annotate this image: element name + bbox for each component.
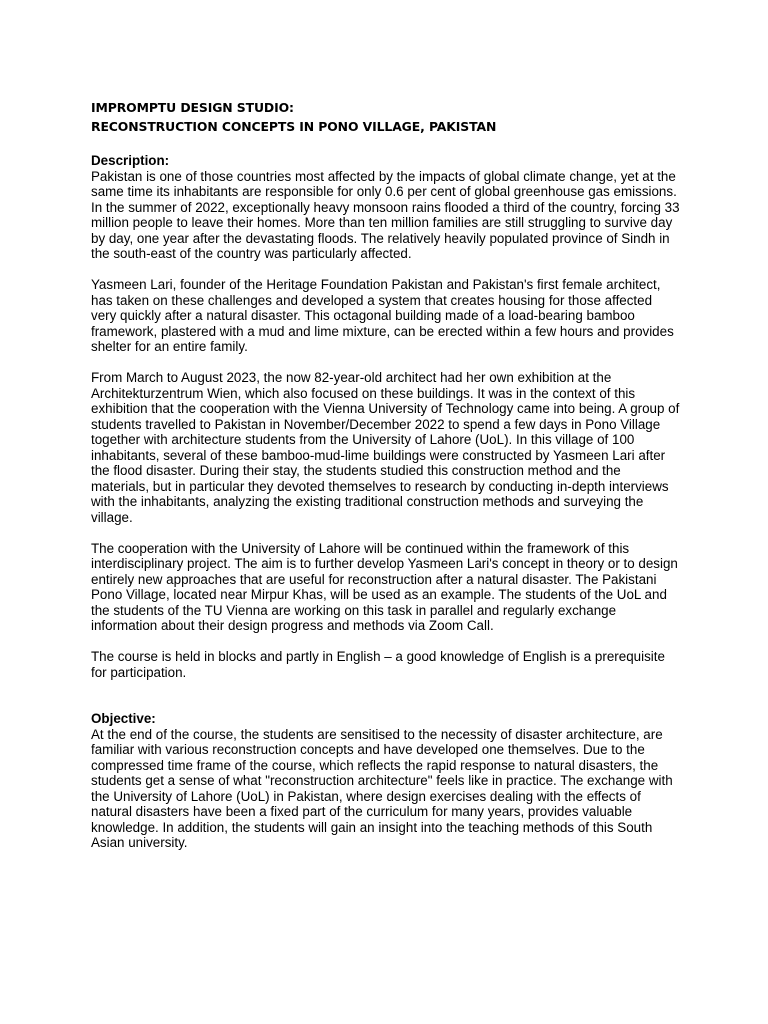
spacer	[91, 634, 681, 650]
document-page	[91, 98, 681, 851]
document-title-line-2: RECONSTRUCTION CONCEPTS IN PONO VILLAGE, PAKISTAN	[91, 119, 497, 134]
description-paragraph-3: From March to August 2023, the now 82-year-old architect had her own exhibition at the Architekturzentrum Wien, which also focused on these buildings. It was in the context of this exhibition that the cooperation with the Vienna University of Technology came into being. A group of students travelled to Pakistan in November/December 2022 to spend a few days in Pono Village together with architecture students from the University of Lahore (UoL). In this village of 100 inhabitants, several of these bamboo-mud-lime buildings were constructed by Yasmeen Lari after the flood disaster. During their stay, the students studied this construction method and the materials, but in particular they devoted themselves to research by conducting in-depth interviews with the inhabitants, analyzing the existing traditional construction methods and surveying the village.	[91, 370, 680, 525]
spacer	[91, 262, 681, 278]
description-paragraph-2: Yasmeen Lari, founder of the Heritage Foundation Pakistan and Pakistan's first female architect, has taken on these challenges and developed a system that creates housing for those affected very quickly after a natural disaster. This octagonal building made of a load-bearing bamboo framework, plastered with a mud and lime mixture, can be erected within a few hours and provides shelter for an entire family.	[91, 277, 674, 354]
objective-heading: Objective:	[91, 711, 156, 726]
document-title-line-1: IMPROMPTU DESIGN STUDIO:	[91, 100, 294, 115]
objective-paragraph: At the end of the course, the students are sensitised to the necessity of disaster architecture, are familiar with various reconstruction concepts and have developed one themselves. Due to the compressed time frame of the course, which reflects the rapid response to natural disasters, the students get a sense of what "reconstruction architecture" feels like in practice. The exchange with the University of Lahore (UoL) in Pakistan, where design exercises dealing with the effects of natural disasters have been a fixed part of the curriculum for many years, provides valuable knowledge. In addition, the students will gain an insight into the teaching methods of this South Asian university.	[91, 726, 673, 850]
spacer	[91, 136, 681, 153]
spacer	[91, 525, 681, 541]
description-paragraph-5: The course is held in blocks and partly in English – a good knowledge of English is a prerequisite for participation.	[91, 649, 665, 680]
description-paragraph-4: The cooperation with the University of Lahore will be continued within the framework of this interdisciplinary project. The aim is to further develop Yasmeen Lari's concept in theory or to design entirely new approaches that are useful for reconstruction after a natural disaster. The Pakistani Pono Village, located near Mirpur Khas, will be used as an example. The students of the UoL and the students of the TU Vienna are working on this task in parallel and regularly exchange information about their design progress and methods via Zoom Call.	[91, 540, 678, 633]
description-heading: Description:	[91, 153, 170, 168]
description-paragraph-1: Pakistan is one of those countries most affected by the impacts of global climate change, yet at the same time its inhabitants are responsible for only 0.6 per cent of global greenhouse gas emissions. In the summer of 2022, exceptionally heavy monsoon rains flooded a third of the country, forcing 33 million people to leave their homes. More than ten million families are still struggling to survive day by day, one year after the devastating floods. The relatively heavily populated province of Sindh in the south-east of the country was particularly affected.	[91, 168, 680, 261]
spacer	[91, 680, 681, 711]
spacer	[91, 355, 681, 371]
